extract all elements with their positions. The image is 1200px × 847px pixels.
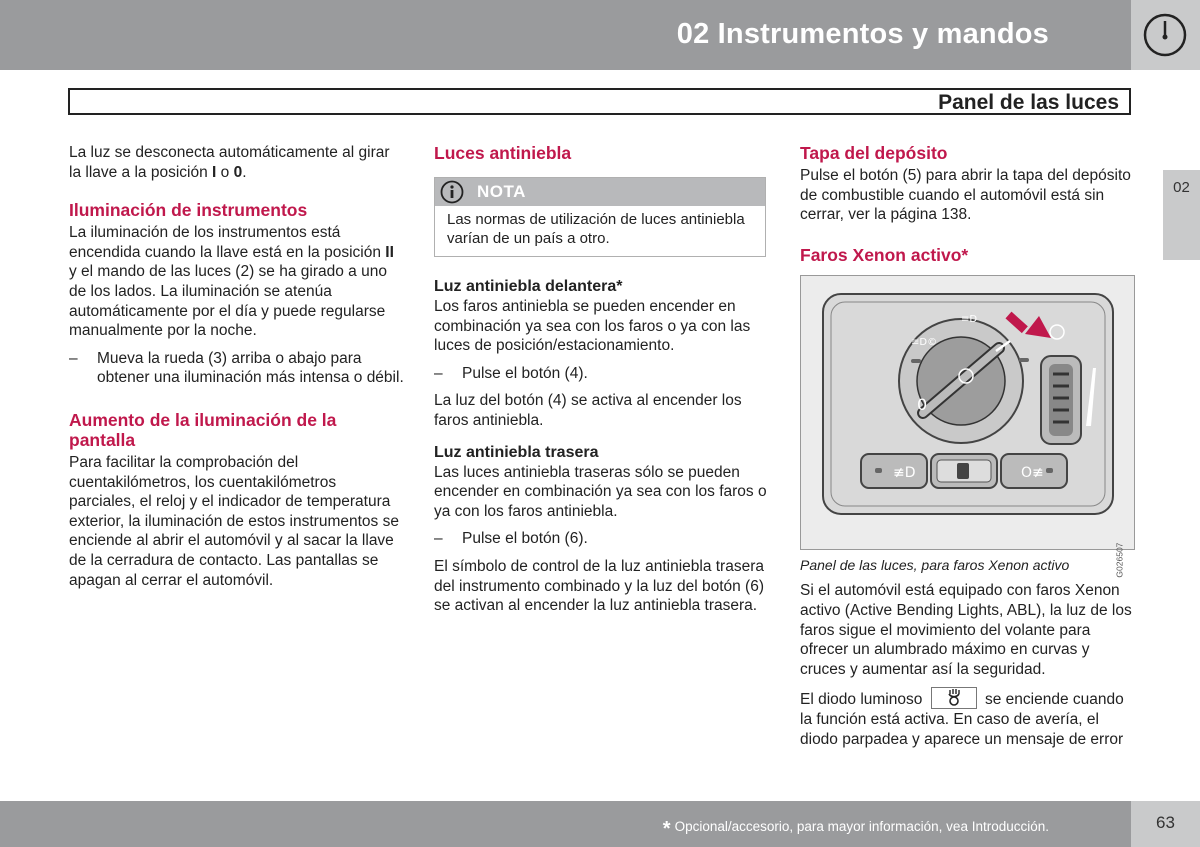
paragraph: El símbolo de control de la luz antiniebla trasera del instrumento combinado y la luz del botón (6) se activan al encender la luz antiniebla trasera. bbox=[434, 557, 764, 615]
paragraph: La luz del botón (4) se activa al encender los faros antiniebla. bbox=[434, 392, 742, 429]
figure-code: G026507 bbox=[1114, 542, 1125, 578]
abl-indicator-icon bbox=[931, 687, 977, 709]
paragraph: Los faros antiniebla se pueden encender en combinación ya sea con los faros o ya con las luces de posición/estacionamiento. bbox=[434, 298, 751, 355]
footer-note bbox=[663, 818, 1049, 841]
column-3 bbox=[800, 143, 1135, 757]
paragraph: El diodo luminoso se enciende cuando la función está activa. En caso de avería, el diodo parpadea y aparece un mensaje de error bbox=[800, 687, 1135, 749]
page-number-box bbox=[1131, 801, 1200, 847]
svg-text:≡D: ≡D bbox=[961, 313, 978, 325]
chapter-tab-label: 02 bbox=[1173, 179, 1190, 196]
footer-note-text: Opcional/accesorio, para mayor información, vea Introducción. bbox=[674, 819, 1049, 834]
note-box bbox=[434, 177, 766, 257]
svg-text:O≢: O≢ bbox=[1021, 464, 1044, 481]
page-header bbox=[0, 0, 1131, 70]
paragraph: Las luces antiniebla traseras sólo se pueden encender en combinación ya sea con los faros o ya con los faros antiniebla. bbox=[434, 463, 767, 520]
note-text: Las normas de utilización de luces antiniebla varían de un país a otro. bbox=[447, 211, 745, 247]
list-dash: – bbox=[69, 349, 78, 367]
note-label: NOTA bbox=[477, 182, 526, 201]
list-dash: – bbox=[434, 530, 443, 548]
paragraph: La luz se desconecta automáticamente al girar la llave a la posición I o 0. bbox=[69, 144, 390, 181]
paragraph: La iluminación de los instrumentos está encendida cuando la llave está en la posición II y el mando de las luces (2) se ha girado a uno de los lados. La iluminación se atenúa automáticamente por el día y puede regularse manualmente por la noche. bbox=[69, 224, 394, 340]
heading-antiniebla-delantera: Luz antiniebla delantera* bbox=[434, 278, 623, 295]
chapter-tab bbox=[1163, 170, 1200, 260]
page-footer bbox=[0, 801, 1131, 847]
light-panel-illustration bbox=[801, 276, 1134, 549]
list-item-text: Mueva la rueda (3) arriba o abajo para obtener una iluminación más intensa o débil. bbox=[97, 349, 404, 387]
heading-iluminacion-instrumentos: Iluminación de instrumentos bbox=[69, 200, 308, 221]
heading-faros-xenon: Faros Xenon activo* bbox=[800, 244, 969, 265]
svg-text:≢D: ≢D bbox=[893, 464, 916, 481]
section-title: Panel de las luces bbox=[938, 91, 1119, 114]
chapter-title: 02 Instrumentos y mandos bbox=[676, 18, 1049, 50]
heading-aumento-pantalla: Aumento de la iluminación de la pantalla bbox=[69, 409, 337, 450]
column-1 bbox=[69, 143, 404, 598]
list-item bbox=[69, 349, 404, 388]
svg-text:≡D©: ≡D© bbox=[911, 336, 938, 348]
list-item-text: Pulse el botón (4). bbox=[462, 364, 588, 382]
figure-caption: Panel de las luces, para faros Xenon activo bbox=[800, 556, 1070, 573]
column-2 bbox=[434, 143, 769, 624]
chapter-icon-box bbox=[1131, 0, 1200, 70]
list-item-text: Pulse el botón (6). bbox=[462, 530, 588, 548]
gauge-icon bbox=[1142, 12, 1188, 58]
heading-antiniebla-trasera: Luz antiniebla trasera bbox=[434, 443, 599, 461]
paragraph: Para facilitar la comprobación del cuentakilómetros, los cuentakilómetros parciales, el reloj y el indicador de temperatura exterior, la iluminación de estos instrumentos se enciende al abrir el automóvil y al sacar la llave de la cerradura de contacto. Las pantallas se apagan al cerrar el automóvil. bbox=[69, 453, 399, 589]
list-item bbox=[434, 529, 769, 549]
section-bar bbox=[68, 88, 1131, 115]
list-dash: – bbox=[434, 364, 443, 382]
info-icon bbox=[439, 180, 465, 204]
heading-luces-antiniebla: Luces antiniebla bbox=[434, 143, 572, 163]
svg-text:0: 0 bbox=[917, 394, 928, 414]
paragraph: Pulse el botón (5) para abrir la tapa del depósito de combustible cuando el automóvil está sin cerrar, ver la página 138. bbox=[800, 167, 1131, 224]
heading-tapa-deposito: Tapa del depósito bbox=[800, 143, 948, 163]
paragraph: Si el automóvil está equipado con faros Xenon activo (Active Bending Lights, ABL), la luz de los faros sigue el movimiento del volante para ofrecer un alumbrado máximo en curvas y cruces y aumentar así la seguridad. bbox=[800, 582, 1132, 678]
page-number: 63 bbox=[1156, 813, 1175, 832]
footer-asterisk: * bbox=[662, 818, 671, 840]
list-item bbox=[434, 364, 769, 384]
note-header bbox=[435, 178, 765, 206]
